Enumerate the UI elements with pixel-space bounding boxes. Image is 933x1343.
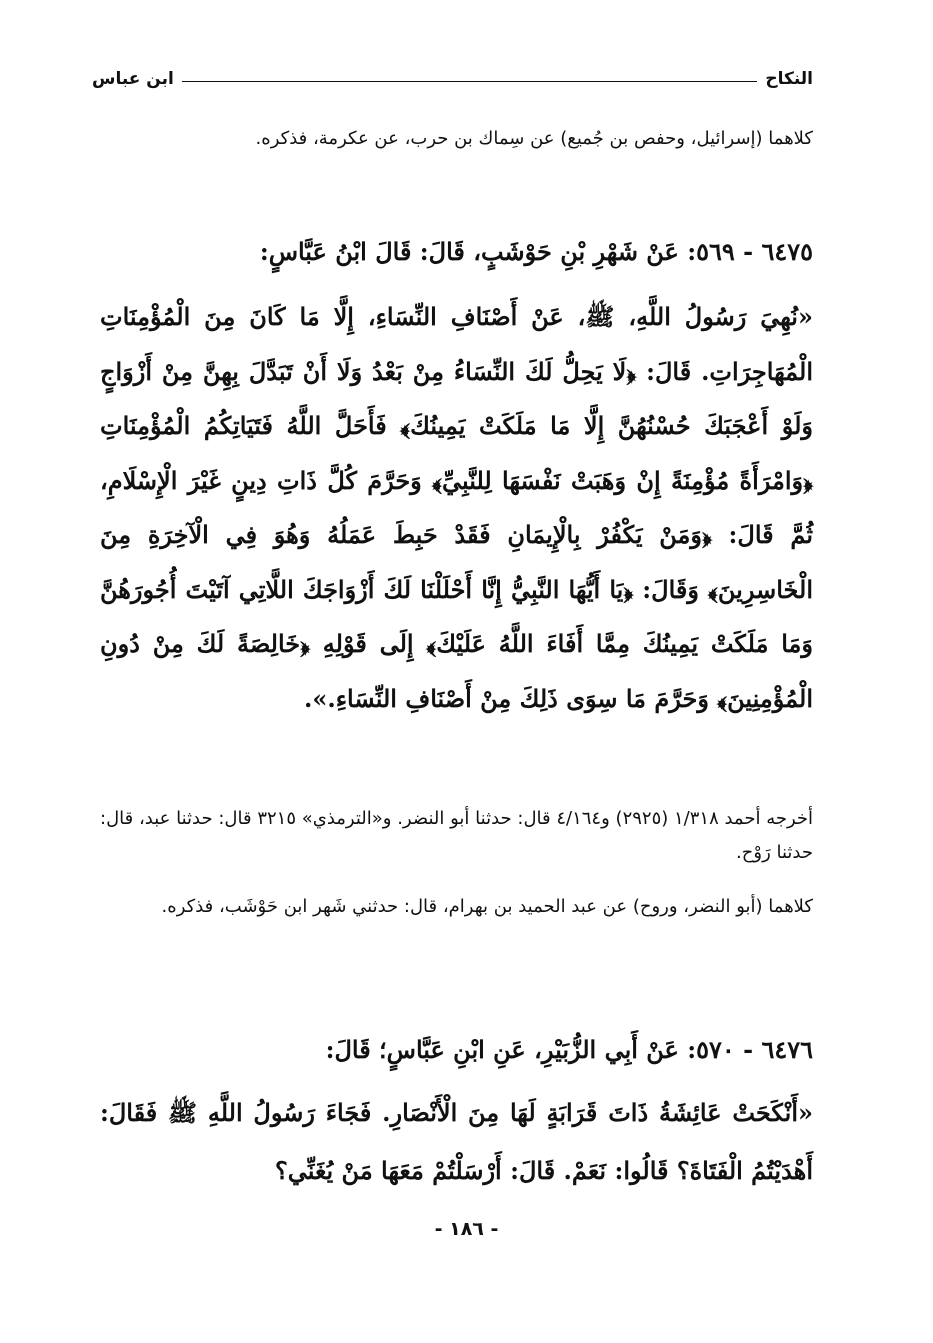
page-number: - ١٨٦ -: [434, 1218, 499, 1240]
running-header: [92, 60, 813, 88]
hadith-6476-text: «أَنْكَحَتْ عَائِشَةُ ذَاتَ قَرَابَةٍ لَهَا مِنَ الْأَنْصَارِ. فَجَاءَ رَسُولُ اللَّهِ ﷺ فَقَالَ: أَهْدَيْتُمُ الْفَتَاةَ؟ قَالُوا: نَعَمْ. قَالَ: أَرْسَلْتُمْ مَعَهَا مَنْ يُغَنِّي؟: [100, 1098, 813, 1185]
hadith-6475-heading: ٦٤٧٥ - ٥٦٩: عَنْ شَهْرِ بْنِ حَوْشَبٍ، قَالَ: قَالَ ابْنُ عَبَّاسٍ:: [259, 237, 813, 266]
hadith-6475-isnad: كلاهما (أبو النضر، وروح) عن عبد الحميد بن بهرام، قال: حدثني شَهر ابن حَوْشَب، فذكره.: [161, 896, 813, 917]
companion-name: ابن عباس: [92, 69, 174, 89]
hadith-6475-text: «نُهِيَ رَسُولُ اللَّهِ، ﷺ، عَنْ أَصْنَافِ النِّسَاءِ، إِلَّا مَا كَانَ مِنَ الْمُؤْمِنَاتِ الْمُهَاجِرَاتِ. قَالَ: ﴿لَا يَحِلُّ لَكَ النِّسَاءُ مِنْ بَعْدُ وَلَا أَنْ تَبَدَّلَ بِهِنَّ مِنْ أَزْوَاجٍ وَلَوْ أَعْجَبَكَ حُسْنُهُنَّ إِلَّا مَا مَلَكَتْ يَمِينُكَ﴾ فَأَحَلَّ اللَّهُ فَتَيَاتِكُمُ الْمُؤْمِنَاتِ ﴿وَامْرَأَةً مُؤْمِنَةً إِنْ وَهَبَتْ نَفْسَهَا لِلنَّبِيِّ﴾ وَحَرَّمَ كُلَّ ذَاتِ دِينٍ غَيْرَ الْإِسْلَامِ، ثُمَّ قَالَ: ﴿وَمَنْ يَكْفُرْ بِالْإِيمَانِ فَقَدْ حَبِطَ عَمَلُهُ وَهُوَ فِي الْآخِرَةِ مِنَ الْخَاسِرِينَ﴾ وَقَالَ: ﴿يَا أَيُّهَا النَّبِيُّ إِنَّا أَحْلَلْنَا لَكَ أَزْوَاجَكَ اللَّاتِي آتَيْتَ أُجُورَهُنَّ وَمَا مَلَكَتْ يَمِينُكَ مِمَّا أَفَاءَ اللَّهُ عَلَيْكَ﴾ إِلَى قَوْلِهِ ﴿خَالِصَةً لَكَ مِنْ دُونِ الْمُؤْمِنِينَ﴾ وَحَرَّمَ مَا سِوَى ذَلِكَ مِنْ أَصْنَافِ النِّسَاءِ.».: [100, 302, 813, 713]
header-rule: [182, 81, 758, 82]
previous-isnad-ending: كلاهما (إسرائيل، وحفص بن جُميع) عن سِماك بن حرب، عن عكرمة، فذكره.: [255, 128, 813, 149]
hadith-6476-heading: ٦٤٧٦ - ٥٧٠: عَنْ أَبِي الزُّبَيْرِ، عَنِ ابْنِ عَبَّاسٍ؛ قَالَ:: [325, 1035, 813, 1064]
chapter-title: النكاح: [765, 69, 813, 89]
hadith-6475-takhrij: أخرجه أحمد ١/٣١٨ (٢٩٢٥) و٤/١٦٤ قال: حدثنا أبو النضر. و«الترمذي» ٣٢١٥ قال: حدثنا عبد، قال: حدثنا رَوْح.: [100, 808, 814, 863]
